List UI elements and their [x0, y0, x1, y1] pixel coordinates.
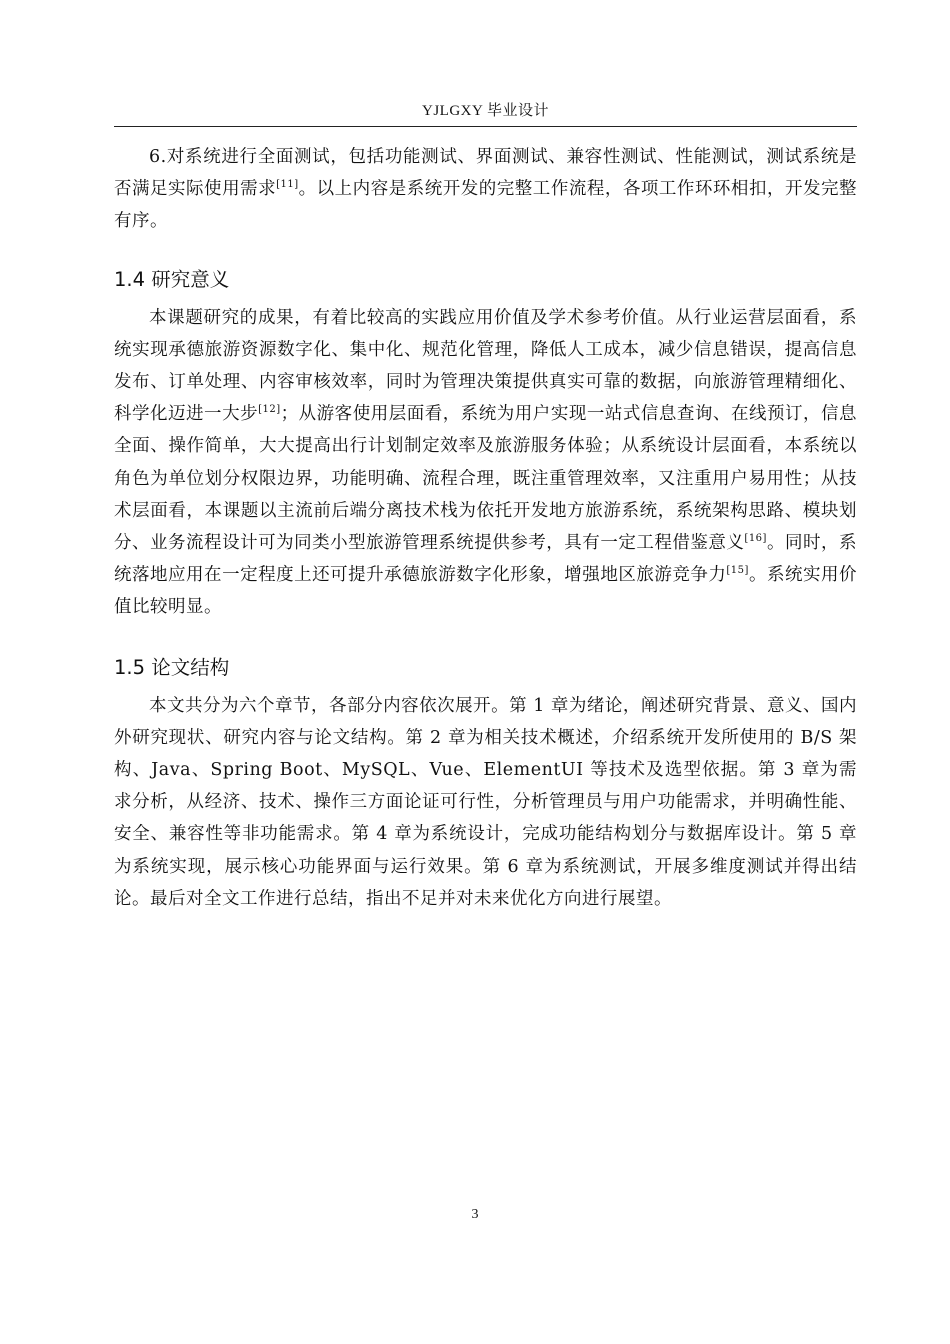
significance-text-a: 本课题研究的成果，有着比较高的实践应用价值及学术参考价值。从行业运营层面看，系统实现承德旅游资源数字化、集中化、规范化管理，降低人工成本，减少信息错误，提高信息发布、订单处理、内容审核效率，同时为管理决策提供真实可靠的数据，向旅游管理精细化、科学化迈进一大步 — [114, 307, 857, 425]
paragraph-testing — [114, 141, 857, 238]
document-body — [114, 141, 857, 915]
citation-12: [12] — [258, 404, 281, 416]
header-title: YJLGXY 毕业设计 — [421, 103, 550, 119]
citation-11: [11] — [276, 179, 299, 191]
citation-16: [16] — [744, 533, 767, 545]
significance-text-b: ；从游客使用层面看，系统为用户实现一站式信息查询、在线预订，信息全面、操作简单，大大提高出行计划制定效率及旅游服务体验；从系统设计层面看，本系统以角色为单位划分权限边界，功能明确、流程合理，既注重管理效率，又注重用户易用性；从技术层面看，本课题以主流前后端分离技术栈为依托开发地方旅游系统，系统架构思路、模块划分、业务流程设计可为同类小型旅游管理系统提供参考，具有一定工程借鉴意义 — [114, 404, 858, 554]
page-number: 3 — [471, 1207, 479, 1222]
section-heading-thesis-structure: 1.5 论文结构 — [114, 655, 230, 679]
significance-text-d: 。系统实用价值比较明显。 — [114, 565, 858, 618]
citation-15: [15] — [726, 565, 749, 577]
paragraph-thesis-structure: 本文共分为六个章节，各部分内容依次展开。第 1 章为绪论，阐述研究背景、意义、国内外研究现状、研究内容与论文结构。第 2 章为相关技术概述，介绍系统开发所使用的 B/S 架构、Java、Spring Boot、MySQL、Vue、ElementUI 等技术及选型依据。第 3 章为需求分析，从经济、技术、操作三方面论证可行性，分析管理员与用户功能需求，并明确性能、安全、兼容性等非功能需求。第 4 章为系统设计，完成功能结构划分与数据库设计。第 5 章为系统实现，展示核心功能界面与运行效果。第 6 章为系统测试，开展多维度测试并得出结论。最后对全文工作进行总结，指出不足并对未来优化方向进行展望。 — [114, 695, 857, 909]
paragraph-research-significance — [114, 302, 857, 624]
significance-text-c: 。同时，系统落地应用在一定程度上还可提升承德旅游数字化形象，增强地区旅游竞争力 — [114, 533, 858, 586]
page-header — [114, 100, 857, 127]
paragraph-testing-text-b: 。以上内容是系统开发的完整工作流程，各项工作环环相扣，开发完整有序。 — [114, 179, 858, 232]
paragraph-testing-text-a: 6.对系统进行全面测试，包括功能测试、界面测试、兼容性测试、性能测试，测试系统是否满足实际使用需求 — [114, 147, 857, 200]
section-heading-research-significance: 1.4 研究意义 — [114, 267, 230, 291]
